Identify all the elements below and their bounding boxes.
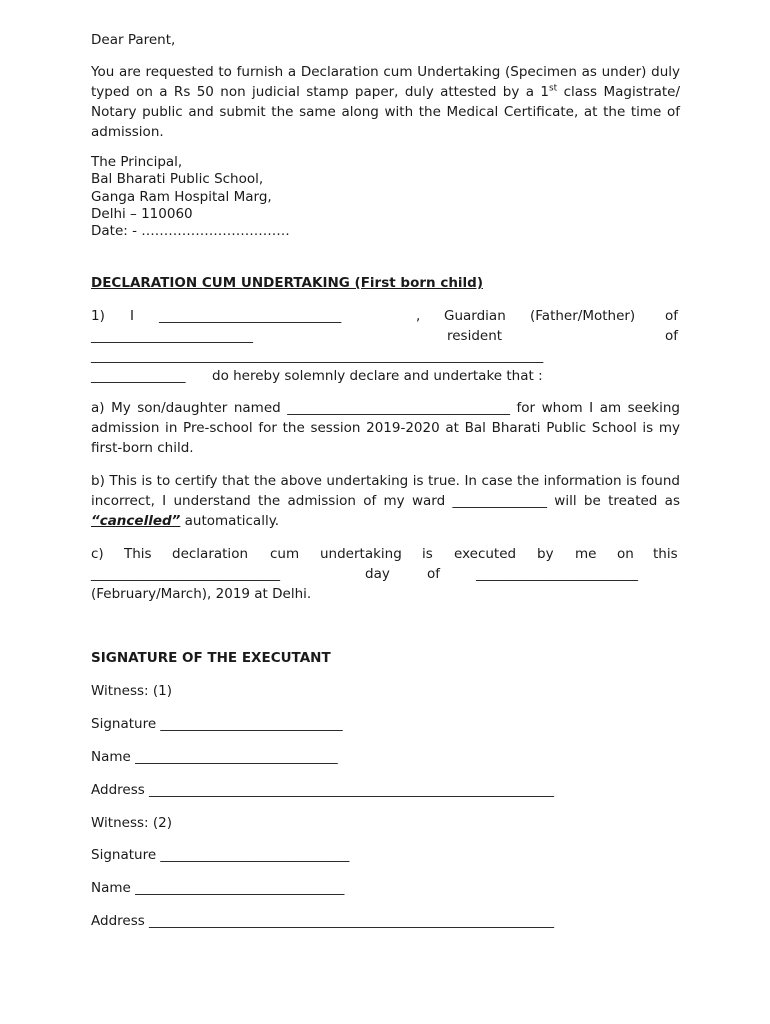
intro-superscript: st <box>548 83 558 94</box>
item1-relation: (Father/Mother) <box>530 308 636 324</box>
item1-line1 <box>91 306 680 326</box>
item-c-word: on <box>617 546 634 562</box>
item1-comma: , <box>416 308 421 324</box>
item1-address-blank: ___________________________________________________________________ <box>91 348 544 364</box>
item-c-word: this <box>653 546 678 562</box>
item-c-word: me <box>575 546 597 562</box>
item-c-word: This <box>124 546 152 562</box>
item-c-word: executed <box>454 546 517 562</box>
witness2-signature: Signature ____________________________ <box>91 847 350 863</box>
item-c-line1 <box>91 544 680 564</box>
item1-number: 1) <box>91 308 105 324</box>
item-c-word: undertaking <box>320 546 402 562</box>
item-c-month-blank: ________________________ <box>476 566 638 582</box>
address-block <box>91 154 680 240</box>
item-c-word: c) <box>91 546 104 562</box>
item1-address-blank-2: ______________ <box>91 368 186 384</box>
item-c-word: is <box>422 546 433 562</box>
witness1-name: Name ______________________________ <box>91 749 338 765</box>
item1-guardian: Guardian <box>444 308 506 324</box>
greeting: Dear Parent, <box>91 32 176 48</box>
address-line: Bal Bharati Public School, <box>91 171 264 188</box>
item-c-word: declaration <box>172 546 249 562</box>
witness1-signature: Signature ___________________________ <box>91 716 343 732</box>
intro-text-1: You are requested to furnish a Declaration cum Undertaking (Specimen as under) duly typed on a Rs 50 non judicial stamp paper, duly attested by a 1 <box>91 64 680 100</box>
address-line: Delhi – 110060 <box>91 205 193 222</box>
item1-resident: resident <box>447 328 503 344</box>
item-c-word: by <box>537 546 554 562</box>
item1-i: I <box>130 308 134 324</box>
intro-text-2: class Magistrate/ Notary public and submit the same along with the Medical Certificate, at the time of admission. <box>91 84 680 140</box>
item-a: a) My son/daughter named _________________________________ for whom I am seeking admission in Pre-school for the session 2019-2020 at Bal Bharati Public School is my first-born child. <box>91 400 680 456</box>
witness2-name: Name _______________________________ <box>91 880 345 896</box>
address-line: The Principal, <box>91 154 183 170</box>
item-c-word: cum <box>270 546 300 562</box>
item-c-of: of <box>427 566 441 582</box>
item-b-text: b) This is to certify that the above undertaking is true. In case the information is found incorrect, I understand the admission of my ward ______________ will be treated as <box>91 473 680 509</box>
item-c-day: day <box>365 566 390 582</box>
item-c-day-blank: ____________________________ <box>91 566 280 582</box>
witness1-address: Address ____________________________________________________________ <box>91 782 555 798</box>
address-date-line: Date: - …………………………… <box>91 223 290 240</box>
declaration-title: DECLARATION CUM UNDERTAKING (First born child) <box>91 275 484 291</box>
item1-line4 <box>91 366 680 386</box>
item1-declare: do hereby solemnly declare and undertake that : <box>212 368 543 384</box>
item-c-end: (February/March), 2019 at Delhi. <box>91 586 312 602</box>
item-b-end: automatically. <box>180 513 280 529</box>
address-line: Ganga Ram Hospital Marg, <box>91 188 272 205</box>
item-b <box>91 471 680 531</box>
witness2-address: Address ____________________________________________________________ <box>91 913 555 929</box>
witness2-label: Witness: (2) <box>91 815 172 831</box>
item1-line2 <box>91 326 680 346</box>
signature-title: SIGNATURE OF THE EXECUTANT <box>91 650 331 666</box>
item-c-line2 <box>91 564 680 584</box>
item1-of-2: of <box>665 328 679 344</box>
item1-of: of <box>665 308 679 324</box>
item-c-line3 <box>91 584 680 604</box>
intro-paragraph <box>91 62 680 142</box>
item-b-cancelled: “cancelled” <box>91 513 181 529</box>
item1-guardian-blank: ________________________ <box>91 328 253 344</box>
item1-line3 <box>91 346 680 366</box>
item1-name-blank: ___________________________ <box>159 308 342 324</box>
witness1-label: Witness: (1) <box>91 683 172 699</box>
